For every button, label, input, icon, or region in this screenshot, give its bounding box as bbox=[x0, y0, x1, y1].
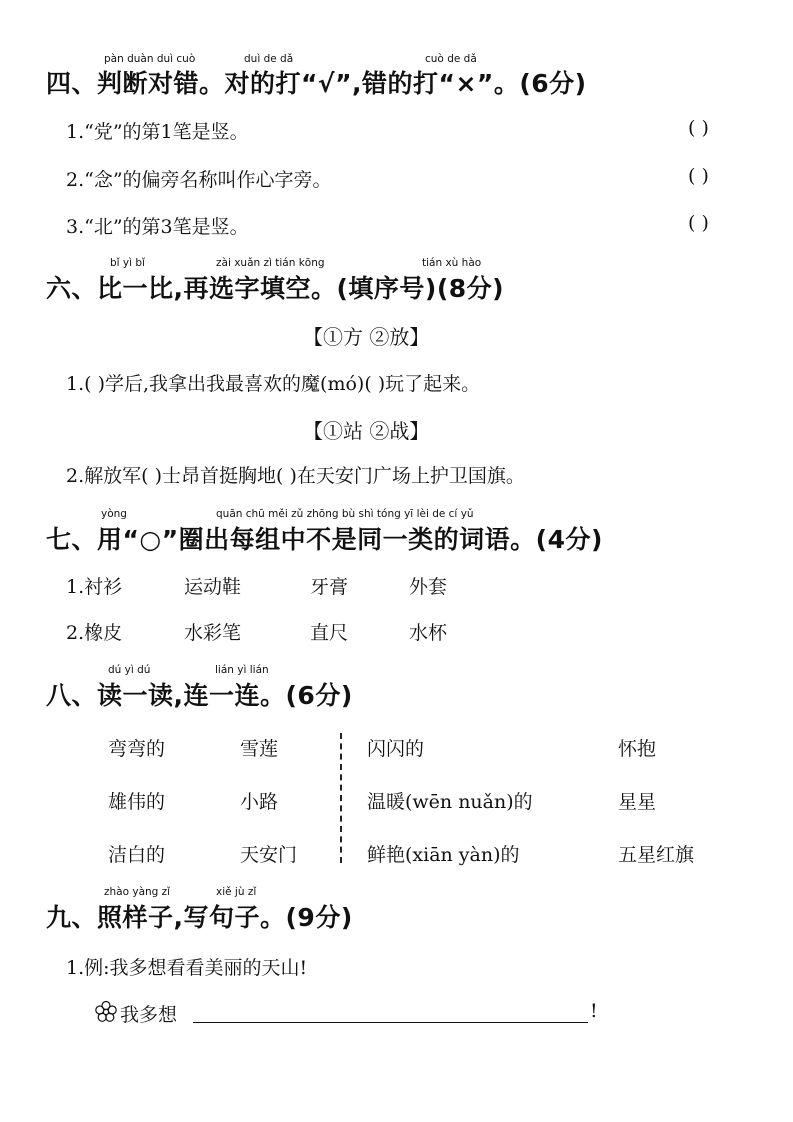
s8-left-a-1[interactable]: 弯弯的 bbox=[108, 738, 166, 760]
s7-row1-word-4[interactable]: 外套 bbox=[409, 576, 448, 598]
pinyin-xiejuzi: xiě jù zǐ bbox=[216, 886, 257, 898]
s7-row2-word-2[interactable]: 水彩笔 bbox=[184, 622, 242, 644]
s7-row2-word-4[interactable]: 水杯 bbox=[409, 622, 448, 644]
section-9-title: 九、照样子,写句子。(9分) bbox=[46, 903, 353, 932]
pinyin-tian-xuhao: tián xù hào bbox=[422, 257, 482, 269]
s4-answer-blank-2[interactable]: ( ) bbox=[688, 165, 709, 187]
pinyin-yong: yòng bbox=[101, 508, 127, 520]
section-8-title: 八、读一读,连一连。(6分) bbox=[46, 681, 353, 710]
s8-right-b-3[interactable]: 五星红旗 bbox=[618, 844, 695, 866]
answer-line[interactable] bbox=[193, 1022, 588, 1023]
s8-left-b-3[interactable]: 天安门 bbox=[240, 844, 298, 866]
section-6-title: 六、比一比,再选字填空。(填序号)(8分) bbox=[46, 274, 505, 303]
pinyin-zaixuan-zitiankong: zài xuǎn zì tián kōng bbox=[216, 257, 325, 269]
flower-icon bbox=[94, 1000, 118, 1024]
section-4-title: 四、判断对错。对的打“√”,错的打“×”。(6分) bbox=[46, 69, 587, 98]
s7-row2-word-1[interactable]: 2.橡皮 bbox=[66, 622, 123, 644]
s8-right-b-1[interactable]: 怀抱 bbox=[618, 738, 657, 760]
s4-answer-blank-1[interactable]: ( ) bbox=[688, 117, 709, 139]
s6-options-1: 【①方 ②放】 bbox=[303, 325, 430, 349]
s6-question-2[interactable]: 2.解放军( )士昂首挺胸地( )在天安门广场上护卫国旗。 bbox=[66, 465, 525, 487]
s9-end-mark: ! bbox=[590, 1000, 598, 1022]
s8-right-b-2[interactable]: 星星 bbox=[618, 791, 657, 813]
pinyin-cuode-da: cuò de dǎ bbox=[425, 53, 477, 65]
pinyin-lianyilian: lián yì lián bbox=[215, 664, 269, 676]
s8-left-b-2[interactable]: 小路 bbox=[240, 791, 279, 813]
s9-prompt: 我多想 bbox=[120, 1004, 178, 1026]
pinyin-quanchu: quān chū měi zǔ zhōng bù shì tóng yī lèi de cí yǔ bbox=[216, 508, 474, 520]
s8-right-a-3[interactable]: 鲜艳(xiān yàn)的 bbox=[367, 844, 520, 866]
s8-left-a-2[interactable]: 雄伟的 bbox=[108, 791, 166, 813]
s4-question-3: 3.“北”的第3笔是竖。 bbox=[66, 216, 249, 238]
s7-row2-word-3[interactable]: 直尺 bbox=[310, 622, 349, 644]
s7-row1-word-3[interactable]: 牙膏 bbox=[310, 576, 349, 598]
pinyin-duyidu: dú yì dú bbox=[108, 664, 151, 676]
s4-question-1: 1.“党”的第1笔是竖。 bbox=[66, 121, 249, 143]
s6-question-1[interactable]: 1.( )学后,我拿出我最喜欢的魔(mó)( )玩了起来。 bbox=[66, 373, 481, 395]
s8-left-a-3[interactable]: 洁白的 bbox=[108, 844, 166, 866]
divider-dashed bbox=[340, 733, 342, 863]
section-7-title: 七、用“○”圈出每组中不是同一类的词语。(4分) bbox=[46, 525, 603, 554]
pinyin-duide-da: duì de dǎ bbox=[244, 53, 294, 65]
pinyin-biyibi: bǐ yì bǐ bbox=[110, 257, 145, 269]
pinyin-panduan-duicuo: pàn duàn duì cuò bbox=[104, 53, 196, 65]
s8-right-a-2[interactable]: 温暖(wēn nuǎn)的 bbox=[367, 791, 533, 813]
s4-answer-blank-3[interactable]: ( ) bbox=[688, 212, 709, 234]
s9-example: 1.例:我多想看看美丽的天山! bbox=[66, 957, 308, 979]
s6-options-2: 【①站 ②战】 bbox=[303, 419, 430, 443]
pinyin-zhaoyangzi: zhào yàng zǐ bbox=[104, 886, 171, 898]
s4-question-2: 2.“念”的偏旁名称叫作心字旁。 bbox=[66, 169, 332, 191]
s7-row1-word-2[interactable]: 运动鞋 bbox=[184, 576, 242, 598]
s8-right-a-1[interactable]: 闪闪的 bbox=[367, 738, 425, 760]
s8-left-b-1[interactable]: 雪莲 bbox=[240, 738, 279, 760]
s7-row1-word-1[interactable]: 1.衬衫 bbox=[66, 576, 123, 598]
